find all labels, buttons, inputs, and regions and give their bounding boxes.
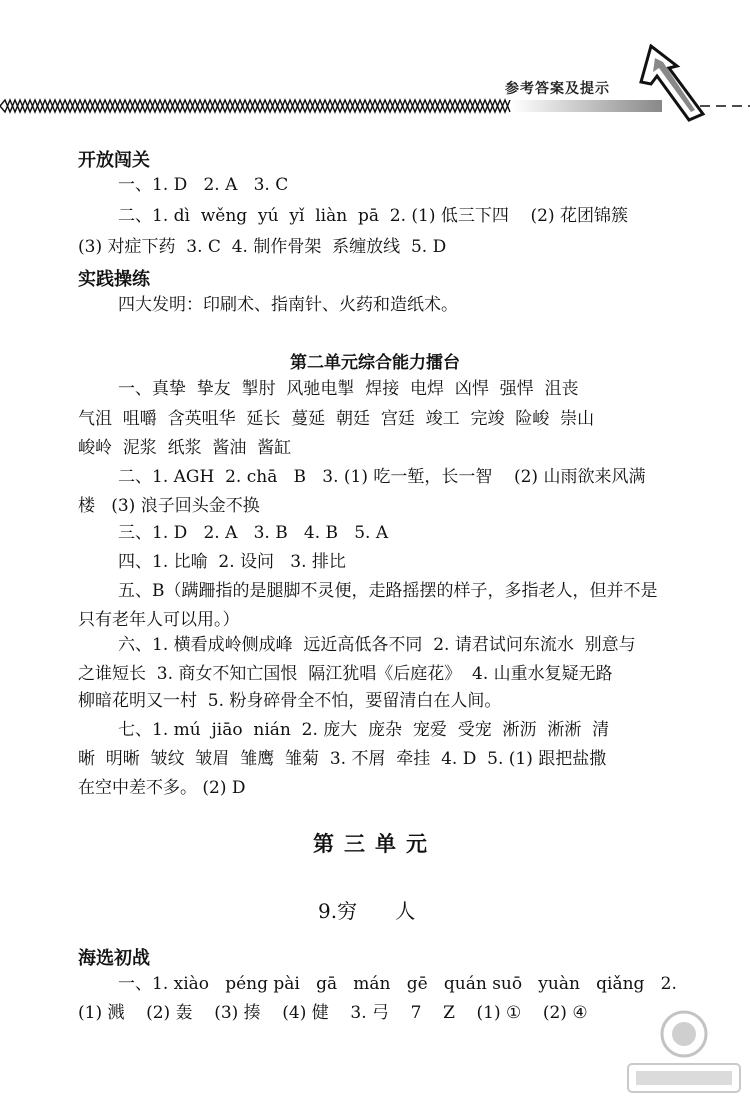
answer-line: 柳暗花明又一村 5. 粉身碎骨全不怕，要留清白在人间。: [78, 691, 502, 711]
header-arrow-icon: [633, 44, 721, 124]
answer-line: 气沮 咀嚼 含英咀华 延长 蔓延 朝廷 宫廷 竣工 完竣 险峻 崇山: [78, 409, 595, 429]
answer-line: 六、1. 横看成岭侧成峰 远近高低各不同 2. 请君试问东流水 别意与: [118, 635, 636, 655]
watermark-logo: [622, 1008, 746, 1100]
answer-line: 七、1. mú jiāo nián 2. 庞大 庞杂 宠爱 受宠 淅沥 淅淅 清: [118, 720, 610, 740]
answer-line: 二、1. AGH 2. chā B 3. (1) 吃一堑，长一智 (2) 山雨欲来风满: [118, 467, 646, 487]
unit3-title: 第三单元: [313, 832, 437, 856]
answer-line: 晰 明晰 皱纹 皱眉 雏鹰 雏菊 3. 不屑 牵挂 4. D 5. (1) 跟把盐撒: [78, 749, 607, 769]
answer-line: 一、1. xiào péng pài gā mán gē quán suō yuàn qiǎng 2.: [118, 974, 677, 994]
answer-line: (3) 对症下药 3. C 4. 制作骨架 系缠放线 5. D: [78, 237, 447, 257]
answer-line: 一、真挚 挚友 掣肘 风驰电掣 焊接 电焊 凶悍 强悍 沮丧: [118, 379, 579, 399]
lesson-title: 9.穷 人: [318, 899, 416, 923]
answer-line: 三、1. D 2. A 3. B 4. B 5. A: [118, 523, 389, 543]
unit2-title: 第二单元综合能力擂台: [290, 353, 460, 373]
answer-line: (1) 溅 (2) 轰 (3) 揍 (4) 健 3. 弓 7 Z (1) ① (2) ④: [78, 1003, 588, 1023]
section-title-shijian: 实践操练: [78, 269, 150, 290]
answer-line: 只有老年人可以用。）: [78, 610, 240, 630]
answer-line: 二、1. dì wěng yú yǐ liàn pā 2. (1) 低三下四 (2) 花团锦簇: [118, 206, 629, 226]
answer-line: 楼 (3) 浪子回头金不换: [78, 496, 260, 516]
answer-line: 峻岭 泥浆 纸浆 酱油 酱缸: [78, 438, 292, 458]
answer-line: 之谁短长 3. 商女不知亡国恨 隔江犹唱《后庭花》 4. 山重水复疑无路: [78, 664, 613, 684]
section-title-haixuan: 海选初战: [78, 948, 150, 969]
header-label: 参考答案及提示: [505, 81, 610, 97]
section-title-kaifang: 开放闯关: [78, 150, 150, 171]
answer-line: 一、1. D 2. A 3. C: [118, 175, 289, 195]
answer-line: 四大发明：印刷术、指南针、火药和造纸术。: [118, 295, 458, 315]
answer-line: 四、1. 比喻 2. 设问 3. 排比: [118, 552, 346, 572]
answer-line: 五、B（蹒跚指的是腿脚不灵便，走路摇摆的样子，多指老人，但并不是: [118, 581, 658, 601]
answer-line: 在空中差不多。 (2) D: [78, 778, 246, 798]
